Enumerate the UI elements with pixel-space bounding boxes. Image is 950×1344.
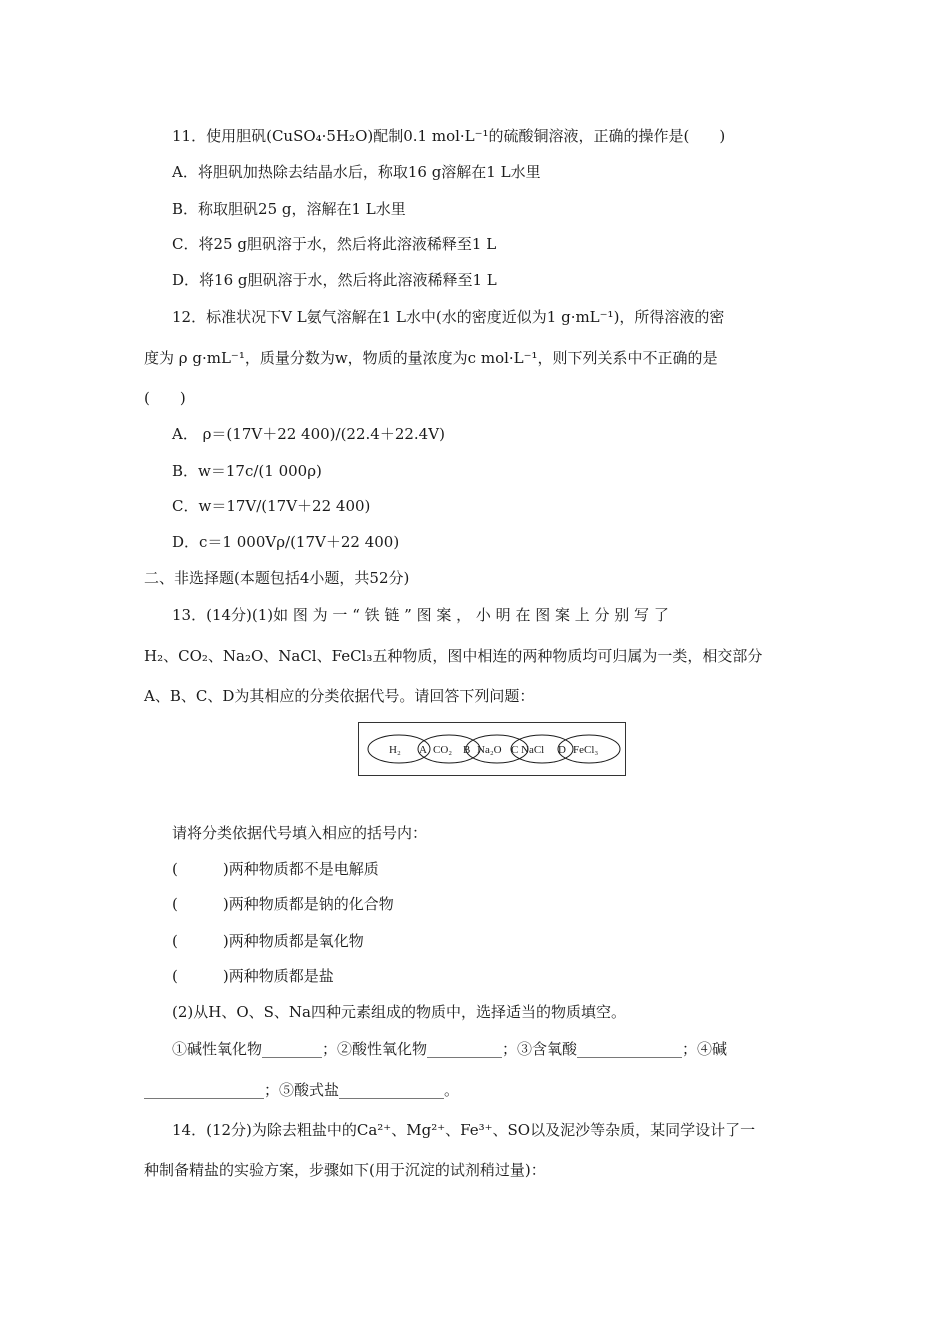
chain-label-na2o: Na₂O — [477, 744, 502, 756]
chain-letter-d: D — [558, 744, 566, 756]
chain-letter-a: A — [419, 744, 427, 756]
chain-letter-c: C — [511, 744, 519, 756]
q11-option-b: B．称取胆矾25 g，溶解在1 L水里 — [172, 200, 406, 218]
iron-chain-diagram — [358, 722, 626, 776]
q11-stem: 11．使用胆矾(CuSO₄·5H₂O)配制0.1 mol·L⁻¹的硫酸铜溶液，正确的操作是( ) — [172, 127, 726, 145]
q12-option-d: D．c＝1 000Vρ/(17V＋22 400) — [172, 533, 400, 551]
chain-label-nacl: NaCl — [521, 744, 545, 756]
q13-stem-line2: H₂、CO₂、Na₂O、NaCl、FeCl₃五种物质，图中相连的两种物质均可归属为一类，相交部分 — [144, 647, 763, 665]
q12-stem-line3: ( ) — [144, 389, 186, 407]
q11-option-d: D．将16 g胆矾溶于水，然后将此溶液稀释至1 L — [172, 271, 497, 289]
chain-label-h2: H₂ — [389, 744, 401, 756]
q12-stem-line1: 12．标准状况下V L氨气溶解在1 L水中(水的密度近似为1 g·mL⁻¹)，所得溶液的密 — [172, 308, 725, 326]
q11-option-c: C．将25 g胆矾溶于水，然后将此溶液稀释至1 L — [172, 235, 497, 253]
q13-blank-2: ( )两种物质都是钠的化合物 — [172, 895, 394, 913]
chain-label-fecl3: FeCl₃ — [573, 744, 599, 756]
q12-option-b: B．w＝17c/(1 000ρ) — [172, 462, 322, 480]
q14-stem-line1: 14．(12分)为除去粗盐中的Ca²⁺、Mg²⁺、Fe³⁺、SO以及泥沙等杂质，某同学设计了一 — [172, 1121, 756, 1139]
q14-stem-line2: 种制备精盐的实验方案，步骤如下(用于沉淀的试剂稍过量)： — [144, 1161, 546, 1179]
q11-option-a: A．将胆矾加热除去结晶水后，称取16 g溶解在1 L水里 — [172, 163, 541, 181]
iron-chain-svg — [359, 723, 627, 777]
q13-part2: (2)从H、O、S、Na四种元素组成的物质中，选择适当的物质填空。 — [172, 1003, 626, 1021]
q13-fill-line1: ①碱性氧化物________；②酸性氧化物__________；③含氧酸______________；④碱 — [172, 1040, 728, 1058]
q13-stem-line1: 13．(14分)(1)如 图 为 一 “ 铁 链 ” 图 案 ， 小 明 在 图 案 上 分 别 写 了 — [172, 606, 669, 624]
q13-fill-line2: ________________；⑤酸式盐______________。 — [144, 1081, 460, 1099]
chain-label-co2: CO₂ — [433, 744, 453, 756]
q12-stem-line2: 度为 ρ g·mL⁻¹，质量分数为w，物质的量浓度为c mol·L⁻¹，则下列关系中不正确的是 — [144, 349, 718, 367]
q13-blank-4: ( )两种物质都是盐 — [172, 967, 334, 985]
q12-option-a: A． ρ＝(17V＋22 400)/(22.4＋22.4V) — [172, 425, 445, 443]
section-heading: 二、非选择题(本题包括4小题，共52分) — [144, 569, 410, 587]
q13-stem-line3: A、B、C、D为其相应的分类依据代号。请回答下列问题： — [144, 687, 535, 705]
q13-blank-3: ( )两种物质都是氧化物 — [172, 932, 364, 950]
chain-letter-b: B — [463, 744, 471, 756]
q13-blank-1: ( )两种物质都不是电解质 — [172, 860, 379, 878]
q12-option-c: C．w＝17V/(17V＋22 400) — [172, 497, 371, 515]
q13-instruction: 请将分类依据代号填入相应的括号内： — [172, 824, 428, 842]
